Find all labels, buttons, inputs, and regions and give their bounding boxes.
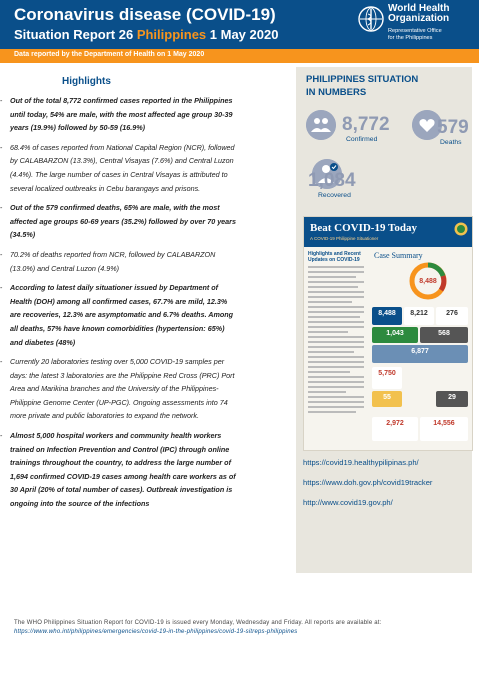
box-new: 276 [436, 307, 468, 325]
box-total: 8,488 [372, 307, 402, 325]
text-line [308, 361, 364, 363]
text-line [308, 291, 364, 293]
who-office: Representative Office for the Philippines [388, 28, 442, 41]
text-line [308, 281, 364, 283]
beat-covid-infographic [303, 216, 473, 451]
text-line [308, 376, 364, 378]
text-line [308, 391, 346, 393]
doh-seal-icon [454, 222, 468, 236]
footer-text: The WHO Philippines Situation Report for COVID-19 is issued every Monday, Wednesday and Friday. All reports are available at: [14, 620, 382, 626]
text-line [308, 286, 358, 288]
box-recovered: 1,043 [372, 327, 418, 343]
case-summary-donut [408, 261, 448, 301]
confirmed-label: Confirmed [346, 136, 378, 143]
who-name: World Health Organization [388, 3, 450, 24]
highlight-item: - Out of the 579 confirmed deaths, 65% are male, with the most affected age groups 60-69 years (35.2%) followed by over 70 years (34.5%) [0, 201, 238, 242]
confirmed-people-icon [306, 110, 336, 140]
text-line [308, 341, 364, 343]
text-line [308, 311, 364, 313]
box-breakdown-3: 29 [436, 391, 468, 407]
subtitle-report-number: Situation Report 26 [14, 27, 134, 42]
text-line [308, 306, 364, 308]
highlight-item: - 70.2% of deaths reported from NCR, followed by CALABARZON (13.0%) and Central Luzon (4.9%) [0, 248, 238, 275]
highlight-item: - 68.4% of cases reported from National Capital Region (NCR), followed by CALABARZON (13.3%), Central Visayas (7.6%) and Central Luzon (4.4%). The large number of cases in Central Visayas is attributed to several localized outbreaks in Cebu barangays and prisons. [0, 141, 238, 195]
deaths-value: 579 [437, 117, 469, 138]
text-line [308, 406, 364, 408]
text-line [308, 371, 350, 373]
who-emblem-icon [358, 6, 384, 32]
link-covid19-gov[interactable]: http://www.covid19.gov.ph/ [303, 498, 393, 507]
text-line [308, 346, 364, 348]
text-line [308, 401, 364, 403]
highlight-item: - According to latest daily situationer issued by Department of Health (DOH) among all confirmed cases, 67.7% are mild, 12.3% are recoveries, 12.3% are asymptomatic and 6.7% deaths. Among all deaths, 57% have known comorbidities (hypertension: 65%) and diabetes (48%) [0, 281, 238, 349]
text-line [308, 321, 364, 323]
text-line [308, 356, 364, 358]
infographic-title: Beat COVID-19 Today [310, 222, 417, 234]
box-probable: 2,972 [372, 417, 418, 441]
text-line [308, 326, 364, 328]
text-line [308, 396, 364, 398]
text-line [308, 266, 364, 268]
link-doh-tracker[interactable]: https://www.doh.gov.ph/covid19tracker [303, 478, 433, 487]
box-suspect: 14,556 [420, 417, 468, 441]
highlight-item: - Almost 5,000 hospital workers and community health workers trained on Infection Prevention and Control (IPC) through online trainings throughout the country, to address the large number of 1,694 confirmed COVID-19 cases among health care workers as of 30 April (20% of total number of cases). Outbreak investigation is ongoing into the source of the infections [0, 429, 238, 511]
data-source-text: Data reported by the Department of Health on 1 May 2020 [14, 51, 205, 58]
text-line [308, 271, 364, 273]
box-deaths: 568 [420, 327, 468, 343]
box-active-cases: 6,877 [372, 345, 468, 363]
box-breakdown-2: 55 [372, 391, 402, 407]
infographic-subtitle: A COVID-19 Philippine Situationer [310, 236, 379, 241]
recovered-label: Recovered [318, 192, 351, 199]
highlights-section [52, 70, 290, 87]
panel-title: PHILIPPINES SITUATION IN NUMBERS [306, 74, 419, 98]
text-line [308, 381, 364, 383]
text-line [308, 316, 360, 318]
deaths-label: Deaths [440, 139, 462, 146]
subtitle-date: 1 May 2020 [209, 27, 279, 42]
donut-total: 8,488 [419, 278, 437, 285]
footer-note [14, 619, 472, 637]
recovered-value: 1,084 [308, 170, 356, 191]
text-line [308, 386, 364, 388]
text-line [308, 366, 364, 368]
box-active: 8,212 [404, 307, 434, 325]
highlights-title: Highlights [62, 76, 111, 87]
text-line [308, 351, 354, 353]
resource-links [303, 458, 473, 518]
box-breakdown-1: 5,750 [372, 367, 402, 389]
highlights-list [0, 94, 238, 517]
text-line [308, 276, 356, 278]
report-title: Coronavirus disease (COVID-19) [14, 5, 276, 24]
text-line [308, 301, 352, 303]
link-healthy-pilipinas[interactable]: https://covid19.healthypilipinas.ph/ [303, 458, 419, 467]
data-source-band [0, 49, 479, 63]
case-summary-title: Case Summary [374, 251, 423, 260]
confirmed-value: 8,772 [342, 114, 390, 135]
text-line [308, 411, 356, 413]
infographic-header [304, 217, 472, 247]
highlight-item: - Currently 20 laboratories testing over 5,000 COVID-19 samples per days: the latest 3 laboratories are the Philippine Red Cross (PRC) Port Area and Marikina branches and the University of the Philippines-Philippine Genome Center (UP-PGC). Ongoing assessments into 74 more private and public laboratories to expand the network. [0, 355, 238, 423]
text-line [308, 331, 348, 333]
highlight-item: - Out of the total 8,772 confirmed cases reported in the Philippines until today, 54% are male, with the most affected age group 30-39 years (19.9%) followed by 50-59 (16.9%) [0, 94, 238, 135]
infographic-updates-title: Highlights and Recent Updates on COVID-19 [308, 251, 361, 263]
report-subtitle [14, 27, 278, 42]
text-line [308, 336, 364, 338]
text-line [308, 296, 364, 298]
subtitle-country: Philippines [136, 27, 207, 42]
infographic-updates [308, 251, 368, 413]
report-header [0, 0, 479, 49]
footer-link[interactable]: https://www.who.int/philippines/emergencies/covid-19-in-the-philippines/covid-19-sitreps-philippines [14, 629, 298, 635]
